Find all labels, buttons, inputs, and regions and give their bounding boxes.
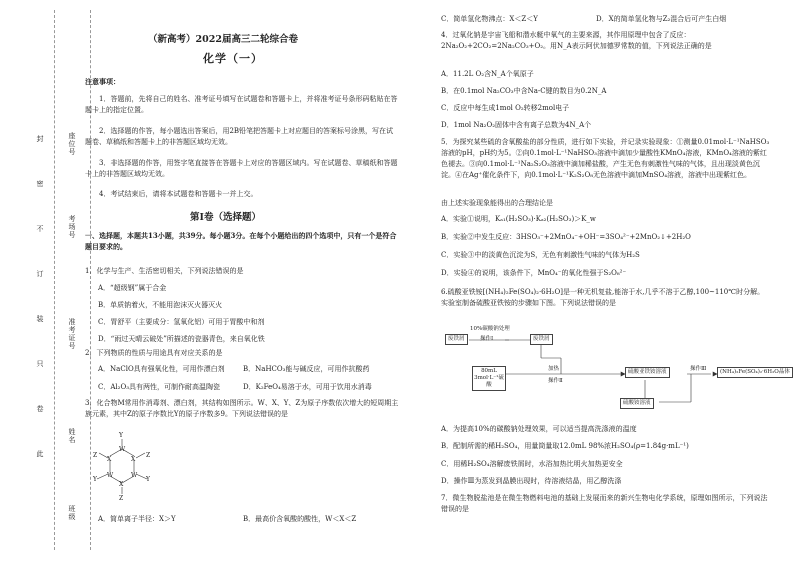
struct-atom-2: Z [93, 452, 98, 459]
struct-atom-9: W [131, 472, 138, 479]
margin-label-2: 密 [36, 180, 44, 188]
q3-option-d[interactable]: D．X的简单氢化物与Z₂混合后可产生白烟 [596, 15, 727, 23]
flow-ammonium-sulfate-solution: 硫酸铵溶液 [620, 398, 654, 409]
struct-atom-4: W [119, 446, 126, 453]
margin-label-6: 只 [36, 360, 44, 368]
q2-stem: 2．下列物质的性质与用途具有对应关系的是 [85, 349, 223, 357]
q6-option-c[interactable]: C．用稀H₂SO₄溶解废铁屑时，水浴加热比明火加热更安全 [441, 460, 623, 468]
flow-carbonate-treatment: 10%碳酸钠处理 [470, 326, 510, 332]
note-4: 4．考试结束后，请将本试题卷和答题卡一并上交。 [99, 190, 258, 198]
struct-atom-6: Z [146, 452, 151, 459]
q6-option-b[interactable]: B．配制所需的稀H₂SO₄，用量筒量取12.0mL 98%浓H₂SO₄(ρ=1.84g·mL⁻¹) [441, 442, 689, 450]
q5-stem: 5．为探究某些硫的含氧酸盐的部分性质，进行如下实验，并记录实验现象：①测量0.01mol·L⁻¹NaHSO₃溶液的pH，pH约为5。②向0.1mol·L⁻¹NaHSO₃溶液中滴加少量酸性KMnO₄溶液，KMnO₄溶液的紫红色褪去。③向0.1mol·L⁻¹Na₂S₂O₃溶液中滴加稀盐酸，产生无色有刺激性气味的气体，且出现淡黄色沉淀。④在Ag⁺催化条件下，向0.1mol·L⁻¹K₂S₂O₈无色溶液中滴加MnSO₄溶液，溶液中出现紫红色。 [441, 138, 770, 179]
margin-label-4: 订 [36, 270, 44, 278]
notes-heading: 注意事项： [85, 77, 120, 86]
q5-conclusion: 由上述实验现象能得出的合理结论是 [441, 199, 553, 207]
struct-atom-11: X [119, 481, 124, 488]
flow-waste-iron-2: 废铁屑 [530, 334, 553, 345]
q1-option-d[interactable]: D．“雨过天晴云破处”所描述的瓷器青色，来自氧化铁 [98, 335, 265, 343]
q4-option-b[interactable]: B．在0.1mol Na₂CO₃中含Na-C键的数目为0.2N_A [441, 87, 607, 95]
q2-option-c[interactable]: C．Al₂O₃具有两性，可制作耐高温陶瓷 [98, 383, 221, 391]
q3-option-b[interactable]: B．最高价含氧酸的酸性，W＜X＜Z [243, 515, 357, 523]
q1-option-c[interactable]: C．胃舒平（主要成分：氢氧化铝）可用于胃酸中和剂 [98, 318, 265, 326]
q4-stem: 4．过氧化钠是宇宙飞船和潜水艇中氧气的主要来源，其作用原理中包含了反应：2Na₂O₂+2CO₂=2Na₂CO₃+O₂。用N_A表示阿伏加德罗常数的值，下列说法正确的是 [441, 31, 712, 50]
flow-sulfuric-acid: 80mL 3mol·L⁻¹硫酸 [472, 366, 506, 391]
q1-stem: 1．化学与生产、生活密切相关，下列说法错误的是 [85, 267, 244, 275]
class-field[interactable]: 班级 [68, 505, 76, 521]
margin-label-7: 卷 [36, 405, 44, 413]
exam-subject: 化学（一） [203, 52, 263, 65]
q5-option-a[interactable]: A．实验①说明，Kₐ₁(H₂SO₃)·Kₐ₂(H₂SO₃)＞K_w [441, 215, 596, 223]
q6-stem: 6.硫酸亚铁铵[(NH₄)₂Fe(SO₄)₂·6H₂O]是一种无机复盐,能溶于水,几乎不溶于乙醇,100~110℃时分解。实验室制备硫酸亚铁铵的步骤如下图。下列说法错误的是 [441, 288, 765, 307]
struct-atom-12: Z [119, 495, 124, 502]
flow-op3: 操作Ⅲ [690, 366, 707, 372]
struct-atom-5: X [131, 456, 136, 463]
q4-option-d[interactable]: D．1mol Na₂O₂固体中含有离子总数为4N_A个 [441, 121, 592, 129]
note-3: 3．非选择题的作答，用签字笔直接答在答题卡上对应的答题区域内。写在试题卷、草稿纸和答题卡上的非答题区域均无效。 [85, 159, 398, 178]
q6-option-a[interactable]: A．为提高10%的碳酸钠处理效果，可以适当提高洗涤液的温度 [441, 425, 637, 433]
struct-atom-10: Y [146, 476, 150, 483]
flow-ammonium-ferrous-sulfate-solution: 硫酸亚铁铵溶液 [625, 367, 670, 378]
q2-option-d[interactable]: D．K₂FeO₄易溶于水，可用于饮用水消毒 [243, 383, 372, 391]
name-field[interactable]: 姓名 [68, 428, 76, 444]
flow-op2: 操作Ⅱ [548, 378, 563, 384]
q5-option-d[interactable]: D．实验④的说明，该条件下，MnO₄⁻的氧化性强于S₂O₈²⁻ [441, 269, 627, 277]
note-2: 2．选择题的作答，每小题选出答案后，用2B铅笔把答题卡上对应题目的答案标号涂黑，写在试题卷、草稿纸和答题卡上的非答题区域均无效。 [85, 127, 394, 146]
margin-label-8: 此 [36, 450, 44, 458]
note-1: 1．答题前，先将自己的姓名、准考证号填写在试题卷和答题卡上，并将准考证号条形码粘贴在答题卡上的指定位置。 [85, 95, 398, 114]
exam-title: （新高考）2022届高三二轮综合卷 [148, 34, 298, 45]
admission-number-field[interactable]: 准考证号 [68, 318, 76, 350]
struct-atom-8: W [107, 472, 114, 479]
q5-option-c[interactable]: C．实验③中的淡黄色沉淀为S，无色有刺激性气味的气体为H₂S [441, 251, 640, 259]
struct-atom-3: X [107, 456, 112, 463]
q3-option-a[interactable]: A．简单离子半径：X＞Y [98, 515, 176, 523]
exam-room-field[interactable]: 考场号 [68, 215, 76, 239]
q1-option-b[interactable]: B．单质钠着火，不能用泡沫灭火器灭火 [98, 301, 223, 309]
flow-heat: 加热 [548, 366, 560, 372]
flow-op1: 操作Ⅰ [480, 336, 494, 342]
q4-option-c[interactable]: C．反应中每生成1mol O₂转移2mol电子 [441, 104, 570, 112]
struct-atom-1: Y [119, 432, 123, 439]
q2-option-a[interactable]: A．NaClO具有强氧化性，可用作漂白剂 [98, 365, 225, 373]
margin-label-1: 封 [36, 135, 44, 143]
q3-stem: 3．化合物M常用作消毒剂、漂白剂，其结构如图所示。W、X、Y、Z为原子序数依次增大的短周期主族元素，其中Z的原子序数比Y的原子序数多9。下列说法错误的是 [85, 399, 399, 418]
q2-option-b[interactable]: B．NaHCO₃能与碱反应，可用作抗酸药 [243, 365, 370, 373]
q3-option-c[interactable]: C．简单氢化物沸点：X＜Z＜Y [441, 15, 538, 23]
q1-option-a[interactable]: A．“超级钢”属于合金 [98, 284, 167, 292]
q4-option-a[interactable]: A．11.2L O₂含N_A个氧原子 [441, 70, 534, 78]
flow-product-crystal: (NH₄)₂Fe(SO₄)₂·6H₂O晶体 [717, 367, 793, 378]
section-title: 第Ⅰ卷（选择题） [190, 212, 261, 223]
flow-waste-iron: 废铁屑 [445, 334, 468, 345]
margin-label-3: 不 [36, 225, 44, 233]
seat-number-field[interactable]: 座位号 [68, 132, 76, 156]
q3-structure-diagram [88, 431, 168, 501]
q6-option-d[interactable]: D．操作Ⅲ为蒸发到晶膜出现时，待溶液结晶，用乙醇洗涤 [441, 477, 622, 485]
section-instruction: 一、选择题，本题共13小题，共39分。每小题3分。在每个小题给出的四个选项中，只有一个是符合题目要求的。 [85, 231, 397, 251]
binding-line-left [54, 10, 55, 550]
margin-label-5: 装 [36, 315, 44, 323]
q5-option-b[interactable]: B．实验②中发生反应：3HSO₃⁻+2MnO₄⁻+OH⁻=3SO₄²⁻+2MnO₂↓+2H₂O [441, 233, 691, 241]
q7-stem: 7．微生物脱盐池是在微生物燃料电池的基础上发展而来的新兴生物电化学系统，原理如图所示，下列说法错误的是 [441, 494, 768, 513]
struct-atom-7: Y [93, 476, 97, 483]
